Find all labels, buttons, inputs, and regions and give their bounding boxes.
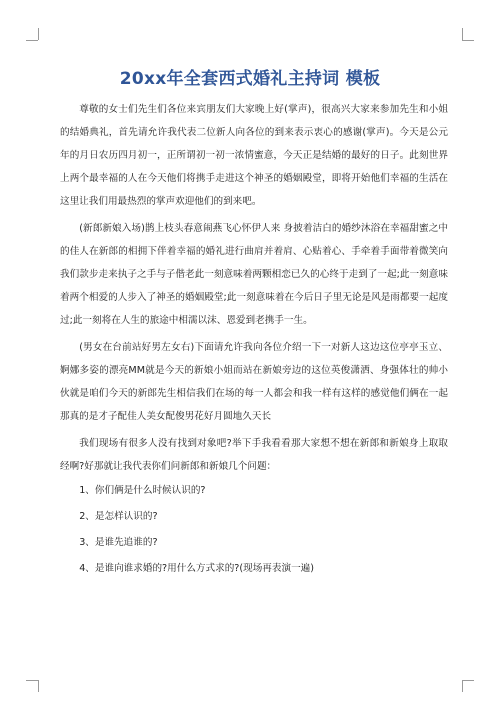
question-item: 1、你们俩是什么时候认识的? xyxy=(79,485,206,496)
crop-mark-top-right-h xyxy=(462,40,474,41)
paragraph-introduction: (男女在台前站好男左女右)下面请允许我向各位介绍一下一对新人这边这位亭亭玉立、婀娜多姿的漂亮MM就是今天的新娘小姐而站在新娘旁边的这位英俊潇洒、身强体壮的帅小伙就是咱们今天的新郎先生相信我们在场的每一人都会和我一样有这样的感觉他们俩在一起那真的是才子配佳人美女配俊男花好月圆地久天长 xyxy=(60,342,448,422)
crop-mark-top-right-v xyxy=(462,28,463,40)
paragraph-entrance: (新郎新娘入场)鹊上枝头春意闹燕飞心怀伊人来 身披着洁白的婚纱沐浴在幸福甜蜜之中的佳人在新郎的相拥下伴着幸福的婚礼进行曲肩并着肩、心贴着心、手牵着手面带着微笑向我们款步走来执子之手与子偕老此一刻意味着两颗相恋已久的心终于走到了一起;此一刻意味着两个相爱的人步入了神圣的婚姻殿堂;此一刻意味着在今后日子里无论是风是雨都要一起度过;此一刻将在人生的旅途中相濡以沫、恩爱到老携手一生。 xyxy=(60,223,448,326)
document-title: 20xx年全套西式婚礼主持词 模板 xyxy=(119,69,381,89)
question-item: 3、是谁先追谁的? xyxy=(79,537,158,548)
crop-mark-bottom-left-h xyxy=(26,680,38,681)
document-body xyxy=(60,98,448,582)
paragraph-opening: 尊敬的女士们先生们各位来宾朋友们大家晚上好(掌声)，很高兴大家来参加先生和小姐的结婚典礼，首先请允许我代表二位新人向各位的到来表示衷心的感谢(掌声)。今天是公元年的月日农历四月初一，正所谓初一初一浓情蜜意，今天正是结婚的最好的日子。此刻世界上两个最幸福的人在今天他们将携手走进这个神圣的婚姻殿堂，即将开始他们幸福的生活在这里让我们用最热烈的掌声欢迎他们的到来吧。 xyxy=(60,104,448,207)
crop-mark-bottom-right-h xyxy=(462,680,474,681)
question-item: 2、是怎样认识的? xyxy=(79,511,158,522)
crop-mark-top-left-v xyxy=(38,28,39,40)
crop-mark-bottom-right-v xyxy=(462,680,463,692)
crop-mark-bottom-left-v xyxy=(38,680,39,692)
crop-mark-top-left-h xyxy=(26,40,38,41)
question-item: 4、是谁向谁求婚的?用什么方式求的?(现场再表演一遍) xyxy=(79,563,315,574)
paragraph-questions-intro: 我们现场有很多人没有找到对象吧?举下手我看看那大家想不想在新郎和新娘身上取取经啊?好那就让我代表你们问新郎和新娘几个问题： xyxy=(60,438,448,472)
